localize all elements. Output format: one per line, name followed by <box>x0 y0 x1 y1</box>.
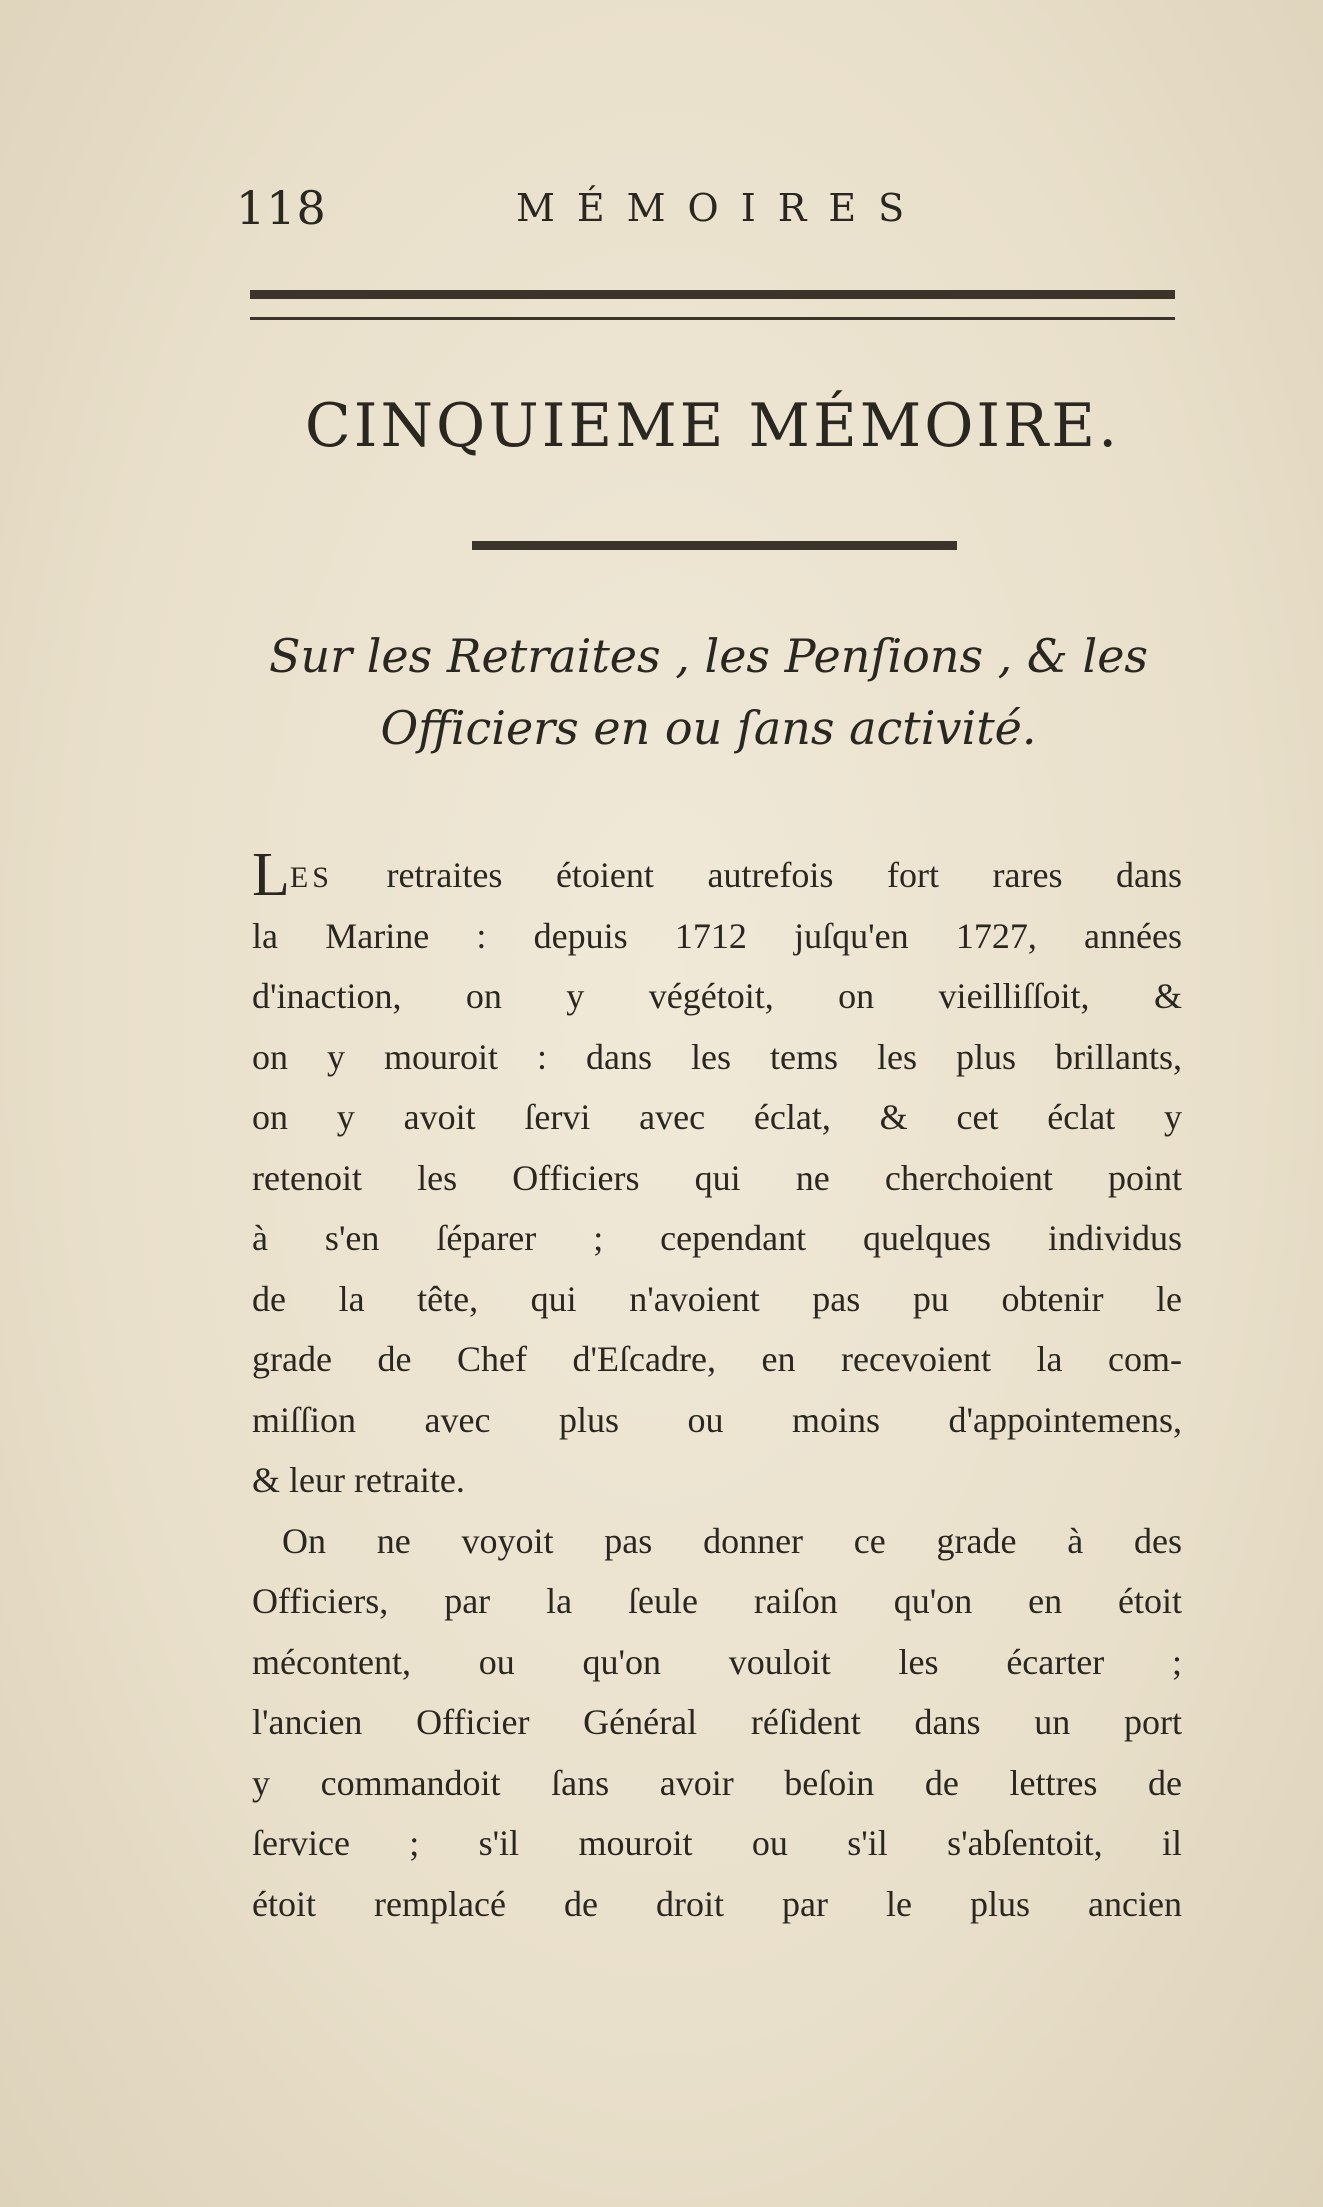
subtitle-line: Sur les Retraites , les Penſions , & les <box>268 629 1149 683</box>
header-rule-thick <box>250 290 1175 299</box>
running-head: MÉMOIRES <box>516 186 927 230</box>
text-line: on y avoit ſervi avec éclat, & cet éclat y <box>252 1097 1182 1137</box>
chapter-title: CINQUIEME MÉMOIRE. <box>304 391 1121 461</box>
text-line: grade de Chef d'Eſcadre, en recevoient la com- <box>252 1339 1182 1379</box>
chapter-subtitle <box>236 620 1181 764</box>
text-line: étoit remplacé de droit par le plus ancien <box>252 1883 1182 1924</box>
small-caps-text: ES <box>289 861 333 894</box>
text-line: l'ancien Officier Général réſident dans un port <box>252 1702 1182 1742</box>
drop-cap: L <box>252 841 290 909</box>
text-line: miſſion avec plus ou moins d'appointemens, <box>252 1399 1182 1440</box>
paragraph-first-line <box>252 841 1182 909</box>
text-line: mécontent, ou qu'on vouloit les écarter ; <box>252 1641 1182 1682</box>
text-line: retenoit les Officiers qui ne cherchoient point <box>252 1157 1182 1198</box>
text-line: on y mouroit : dans les tems les plus brillants, <box>252 1036 1182 1077</box>
text-line: de la tête, qui n'avoient pas pu obtenir le <box>252 1278 1182 1319</box>
text-line: & leur retraite. <box>252 1460 465 1500</box>
text-line: Officiers, par la ſeule raiſon qu'on en étoit <box>252 1581 1182 1621</box>
text-line: On ne voyoit pas donner ce grade à des <box>282 1520 1182 1561</box>
text-line: la Marine : depuis 1712 juſqu'en 1727, années <box>252 915 1182 956</box>
text-line: à s'en ſéparer ; cependant quelques individus <box>252 1218 1182 1258</box>
text-line: y commandoit ſans avoir beſoin de lettres de <box>252 1762 1182 1803</box>
subtitle-line: Officiers en ou ſans activité. <box>380 701 1037 755</box>
text-line: d'inaction, on y végétoit, on vieilliſſoit, & <box>252 976 1182 1016</box>
title-rule <box>472 541 957 550</box>
page-header <box>236 178 1166 238</box>
text-run: retraites étoient autrefois fort rares dans <box>332 855 1182 895</box>
page-number: 118 <box>236 181 327 235</box>
body-text <box>252 841 1182 1934</box>
text-line: ſervice ; s'il mouroit ou s'il s'abſentoit, il <box>252 1823 1182 1863</box>
header-rule-thin <box>250 317 1175 320</box>
